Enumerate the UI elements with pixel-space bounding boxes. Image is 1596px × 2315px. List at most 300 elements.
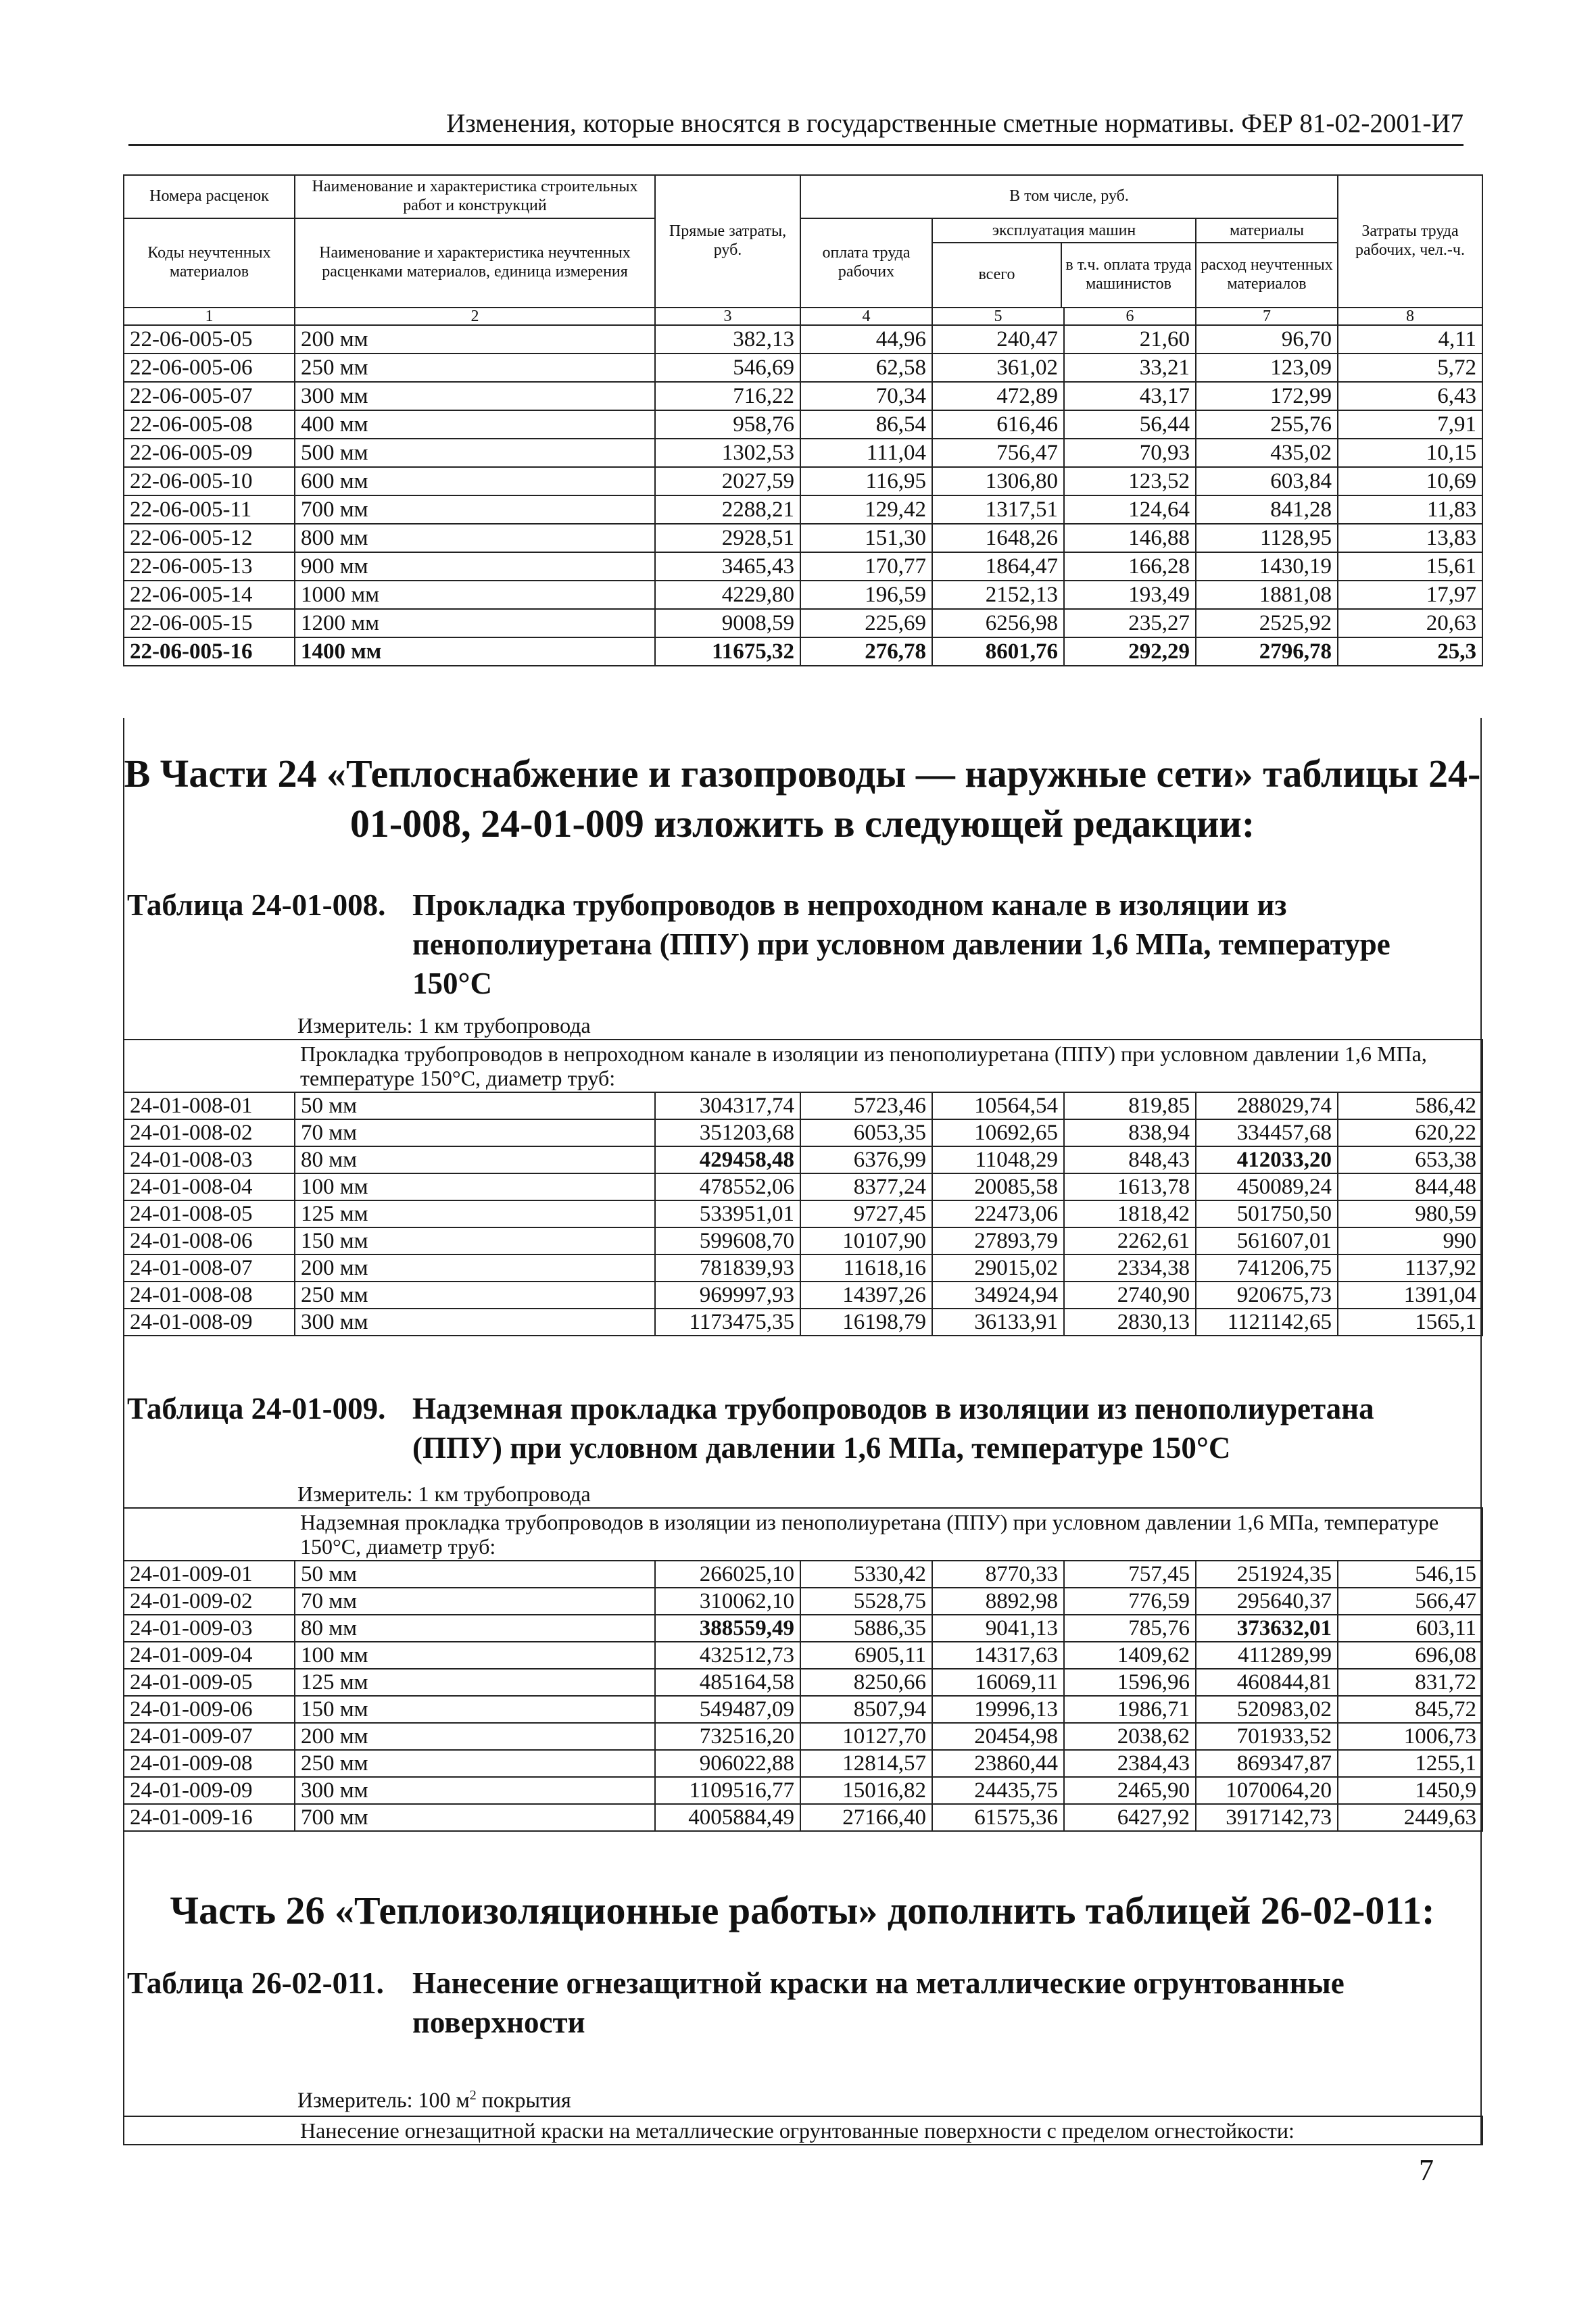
section-24-heading-line2: 01-008, 24-01-009 изложить в следующей редакции: — [349, 802, 1255, 846]
machinist-pay: 123,52 — [1064, 467, 1196, 495]
table-label: Таблица 24-01-008. — [127, 888, 386, 922]
labor-hours: 620,22 — [1338, 1119, 1482, 1146]
machines-total: 616,46 — [932, 410, 1064, 439]
machinist-pay: 146,88 — [1064, 524, 1196, 552]
materials-cost: 435,02 — [1196, 439, 1338, 467]
rate-code: 24-01-009-01 — [124, 1561, 295, 1588]
machines-total: 240,47 — [932, 325, 1064, 354]
direct-costs: 1173475,35 — [655, 1309, 800, 1336]
worker-pay: 129,42 — [800, 495, 932, 524]
table-title: Прокладка трубопроводов в непроходном канале в изоляции из пенополиуретана (ППУ) при условном давлении 1,6 МПа, температуре 150°С — [412, 888, 1391, 1000]
machinist-pay: 1409,62 — [1064, 1642, 1196, 1669]
labor-hours: 4,11 — [1338, 325, 1482, 354]
direct-costs: 1302,53 — [655, 439, 800, 467]
table-24-01-008-caption — [127, 885, 1472, 1007]
machines-total: 1306,80 — [932, 467, 1064, 495]
table-row — [124, 524, 1482, 552]
table-26-02-011-caption — [127, 1964, 1472, 2045]
rate-code: 24-01-008-06 — [124, 1227, 295, 1254]
worker-pay: 225,69 — [800, 609, 932, 637]
table-description: Нанесение огнезащитной краски на металлические огрунтованные поверхности с пределом огнестойкости: — [124, 2116, 1482, 2145]
materials-cost: 255,76 — [1196, 410, 1338, 439]
page-number: 7 — [1419, 2153, 1434, 2187]
materials-cost: 334457,68 — [1196, 1119, 1338, 1146]
machines-total: 36133,91 — [932, 1309, 1064, 1336]
machines-total: 14317,63 — [932, 1642, 1064, 1669]
table-row — [124, 1804, 1482, 1831]
item-name: 150 мм — [295, 1696, 655, 1723]
rates-table-26-02-011 — [123, 2116, 1483, 2145]
materials-cost: 2796,78 — [1196, 637, 1338, 666]
worker-pay: 10107,90 — [800, 1227, 932, 1254]
rate-code: 24-01-008-07 — [124, 1254, 295, 1282]
worker-pay: 16198,79 — [800, 1309, 932, 1336]
header-worker-pay: оплата труда рабочих — [800, 218, 932, 308]
worker-pay: 27166,40 — [800, 1804, 932, 1831]
direct-costs: 382,13 — [655, 325, 800, 354]
worker-pay: 86,54 — [800, 410, 932, 439]
section-26-heading: Часть 26 «Теплоизоляционные работы» дополнить таблицей 26-02-011: — [170, 1888, 1435, 1932]
header-machines: эксплуатация машин — [933, 219, 1195, 243]
direct-costs: 4229,80 — [655, 581, 800, 609]
direct-costs: 969997,93 — [655, 1282, 800, 1309]
direct-costs: 351203,68 — [655, 1119, 800, 1146]
rate-code: 24-01-008-03 — [124, 1146, 295, 1173]
machinist-pay: 235,27 — [1064, 609, 1196, 637]
materials-cost: 603,84 — [1196, 467, 1338, 495]
rate-code: 22-06-005-12 — [124, 524, 295, 552]
labor-hours: 653,38 — [1338, 1146, 1482, 1173]
worker-pay: 11618,16 — [800, 1254, 932, 1282]
table-row — [124, 1200, 1482, 1227]
header-material-codes: Коды неучтенных материалов — [124, 218, 295, 308]
table-row — [124, 609, 1482, 637]
table-row — [124, 1615, 1482, 1642]
rate-code: 22-06-005-13 — [124, 552, 295, 581]
table-title: Нанесение огнезащитной краски на металлические огрунтованные поверхности — [412, 1966, 1345, 2039]
machinist-pay: 1596,96 — [1064, 1669, 1196, 1696]
item-name: 300 мм — [295, 1777, 655, 1804]
table-row — [124, 1723, 1482, 1750]
table-row — [124, 467, 1482, 495]
materials-cost: 3917142,73 — [1196, 1804, 1338, 1831]
labor-hours: 844,48 — [1338, 1173, 1482, 1200]
table-row — [124, 439, 1482, 467]
rate-code: 24-01-009-06 — [124, 1696, 295, 1723]
worker-pay: 6053,35 — [800, 1119, 932, 1146]
item-name: 300 мм — [295, 1309, 655, 1336]
machines-total: 61575,36 — [932, 1804, 1064, 1831]
labor-hours: 1391,04 — [1338, 1282, 1482, 1309]
machinist-pay: 166,28 — [1064, 552, 1196, 581]
direct-costs: 3465,43 — [655, 552, 800, 581]
table-26-02-011-measure — [297, 2082, 571, 2114]
table-row — [124, 1227, 1482, 1254]
materials-cost: 841,28 — [1196, 495, 1338, 524]
worker-pay: 6905,11 — [800, 1642, 932, 1669]
materials-cost: 123,09 — [1196, 354, 1338, 382]
rate-code: 24-01-008-01 — [124, 1092, 295, 1119]
table-row — [124, 1146, 1482, 1173]
labor-hours: 1255,1 — [1338, 1750, 1482, 1777]
materials-cost: 741206,75 — [1196, 1254, 1338, 1282]
table-row — [124, 1642, 1482, 1669]
materials-cost: 373632,01 — [1196, 1615, 1338, 1642]
machines-total: 10692,65 — [932, 1119, 1064, 1146]
direct-costs: 716,22 — [655, 382, 800, 410]
labor-hours: 10,15 — [1338, 439, 1482, 467]
machines-total: 11048,29 — [932, 1146, 1064, 1173]
machinist-pay: 2465,90 — [1064, 1777, 1196, 1804]
worker-pay: 5528,75 — [800, 1588, 932, 1615]
item-name: 50 мм — [295, 1092, 655, 1119]
machinist-pay: 70,93 — [1064, 439, 1196, 467]
direct-costs: 388559,49 — [655, 1615, 800, 1642]
item-name: 700 мм — [295, 495, 655, 524]
rate-code: 22-06-005-10 — [124, 467, 295, 495]
direct-costs: 9008,59 — [655, 609, 800, 637]
worker-pay: 12814,57 — [800, 1750, 932, 1777]
measure-suffix: покрытия — [476, 2087, 571, 2112]
direct-costs: 958,76 — [655, 410, 800, 439]
item-name: 70 мм — [295, 1119, 655, 1146]
direct-costs: 1109516,77 — [655, 1777, 800, 1804]
rates-table-22-06-005 — [123, 174, 1483, 666]
worker-pay: 5886,35 — [800, 1615, 932, 1642]
labor-hours: 1565,1 — [1338, 1309, 1482, 1336]
materials-cost: 1881,08 — [1196, 581, 1338, 609]
machines-total: 20085,58 — [932, 1173, 1064, 1200]
direct-costs: 485164,58 — [655, 1669, 800, 1696]
header-labor-costs: Затраты труда рабочих, чел.-ч. — [1338, 175, 1482, 308]
labor-hours: 20,63 — [1338, 609, 1482, 637]
header-materials: материалы — [1196, 219, 1337, 243]
labor-hours: 17,97 — [1338, 581, 1482, 609]
direct-costs: 304317,74 — [655, 1092, 800, 1119]
labor-hours: 845,72 — [1338, 1696, 1482, 1723]
direct-costs: 533951,01 — [655, 1200, 800, 1227]
machinist-pay: 785,76 — [1064, 1615, 1196, 1642]
rates-table-24-01-008 — [123, 1039, 1483, 1336]
labor-hours: 13,83 — [1338, 524, 1482, 552]
table-row — [124, 1254, 1482, 1282]
item-name: 400 мм — [295, 410, 655, 439]
rate-code: 24-01-008-09 — [124, 1309, 295, 1336]
labor-hours: 831,72 — [1338, 1669, 1482, 1696]
machinist-pay: 292,29 — [1064, 637, 1196, 666]
column-index: 4 — [800, 308, 932, 325]
machines-total: 10564,54 — [932, 1092, 1064, 1119]
column-index: 6 — [1064, 308, 1196, 325]
labor-hours: 15,61 — [1338, 552, 1482, 581]
rate-code: 22-06-005-06 — [124, 354, 295, 382]
column-index: 1 — [124, 308, 295, 325]
machinist-pay: 838,94 — [1064, 1119, 1196, 1146]
worker-pay: 44,96 — [800, 325, 932, 354]
header-work-name: Наименование и характеристика строительных работ и конструкций — [295, 175, 655, 218]
item-name: 1200 мм — [295, 609, 655, 637]
labor-hours: 586,42 — [1338, 1092, 1482, 1119]
direct-costs: 2027,59 — [655, 467, 800, 495]
item-name: 300 мм — [295, 382, 655, 410]
direct-costs: 429458,48 — [655, 1146, 800, 1173]
materials-cost: 501750,50 — [1196, 1200, 1338, 1227]
materials-cost: 450089,24 — [1196, 1173, 1338, 1200]
worker-pay: 15016,82 — [800, 1777, 932, 1804]
table-row — [124, 1561, 1482, 1588]
labor-hours: 2449,63 — [1338, 1804, 1482, 1831]
rate-code: 24-01-008-05 — [124, 1200, 295, 1227]
rate-code: 24-01-008-08 — [124, 1282, 295, 1309]
rate-code: 22-06-005-14 — [124, 581, 295, 609]
item-name: 50 мм — [295, 1561, 655, 1588]
machinist-pay: 2384,43 — [1064, 1750, 1196, 1777]
machines-total: 34924,94 — [932, 1282, 1064, 1309]
worker-pay: 14397,26 — [800, 1282, 932, 1309]
machinist-pay: 56,44 — [1064, 410, 1196, 439]
table-row — [124, 637, 1482, 666]
machinist-pay: 193,49 — [1064, 581, 1196, 609]
table-row — [124, 1173, 1482, 1200]
materials-cost: 520983,02 — [1196, 1696, 1338, 1723]
materials-cost: 2525,92 — [1196, 609, 1338, 637]
header-direct-costs: Прямые затраты, руб. — [655, 175, 800, 308]
labor-hours: 1006,73 — [1338, 1723, 1482, 1750]
machines-total: 9041,13 — [932, 1615, 1064, 1642]
item-name: 150 мм — [295, 1227, 655, 1254]
rate-code: 24-01-009-02 — [124, 1588, 295, 1615]
table-row — [124, 1309, 1482, 1336]
item-name: 200 мм — [295, 1254, 655, 1282]
worker-pay: 276,78 — [800, 637, 932, 666]
machinist-pay: 1818,42 — [1064, 1200, 1196, 1227]
machines-total: 8770,33 — [932, 1561, 1064, 1588]
table-row — [124, 410, 1482, 439]
labor-hours: 546,15 — [1338, 1561, 1482, 1588]
table-row — [124, 354, 1482, 382]
table-row — [124, 1669, 1482, 1696]
machines-total: 472,89 — [932, 382, 1064, 410]
item-name: 125 мм — [295, 1200, 655, 1227]
machines-total: 24435,75 — [932, 1777, 1064, 1804]
header-machinist-pay: в т.ч. оплата труда машинистов — [1065, 256, 1192, 293]
item-name: 80 мм — [295, 1146, 655, 1173]
table-row — [124, 325, 1482, 354]
materials-cost: 920675,73 — [1196, 1282, 1338, 1309]
rate-code: 22-06-005-07 — [124, 382, 295, 410]
table-row — [124, 1588, 1482, 1615]
materials-cost: 1430,19 — [1196, 552, 1338, 581]
machinist-pay: 819,85 — [1064, 1092, 1196, 1119]
machinist-pay: 2334,38 — [1064, 1254, 1196, 1282]
worker-pay: 6376,99 — [800, 1146, 932, 1173]
worker-pay: 116,95 — [800, 467, 932, 495]
direct-costs: 2928,51 — [655, 524, 800, 552]
rate-code: 22-06-005-09 — [124, 439, 295, 467]
column-index-row — [124, 308, 1482, 325]
table-description: Прокладка трубопроводов в непроходном канале в изоляции из пенополиуретана (ППУ) при условном давлении 1,6 МПа, температуре 150°С, диаметр труб: — [124, 1040, 1482, 1092]
labor-hours: 7,91 — [1338, 410, 1482, 439]
labor-hours: 5,72 — [1338, 354, 1482, 382]
table-row — [124, 1696, 1482, 1723]
table-row — [124, 1777, 1482, 1804]
item-name: 600 мм — [295, 467, 655, 495]
item-name: 250 мм — [295, 1282, 655, 1309]
column-index: 3 — [655, 308, 800, 325]
machines-total: 8892,98 — [932, 1588, 1064, 1615]
machinist-pay: 33,21 — [1064, 354, 1196, 382]
item-name: 200 мм — [295, 1723, 655, 1750]
machines-total: 22473,06 — [932, 1200, 1064, 1227]
labor-hours: 980,59 — [1338, 1200, 1482, 1227]
rate-code: 22-06-005-16 — [124, 637, 295, 666]
machines-total: 23860,44 — [932, 1750, 1064, 1777]
item-name: 500 мм — [295, 439, 655, 467]
worker-pay: 8507,94 — [800, 1696, 932, 1723]
worker-pay: 170,77 — [800, 552, 932, 581]
labor-hours: 1450,9 — [1338, 1777, 1482, 1804]
labor-hours: 10,69 — [1338, 467, 1482, 495]
table-label: Таблица 26-02-011. — [127, 1966, 384, 2000]
direct-costs: 478552,06 — [655, 1173, 800, 1200]
table-24-01-008-measure: Измеритель: 1 км трубопровода — [297, 1013, 591, 1038]
machines-total: 8601,76 — [932, 637, 1064, 666]
column-index: 8 — [1338, 308, 1482, 325]
table-24-01-009-caption — [127, 1389, 1472, 1470]
column-index: 5 — [932, 308, 1064, 325]
materials-cost: 295640,37 — [1196, 1588, 1338, 1615]
measure-sup: 2 — [469, 2088, 477, 2103]
direct-costs: 2288,21 — [655, 495, 800, 524]
machines-total: 2152,13 — [932, 581, 1064, 609]
item-name: 100 мм — [295, 1642, 655, 1669]
machines-total: 1648,26 — [932, 524, 1064, 552]
direct-costs: 11675,32 — [655, 637, 800, 666]
rate-code: 24-01-009-05 — [124, 1669, 295, 1696]
machines-total: 29015,02 — [932, 1254, 1064, 1282]
header-material-name: Наименование и характеристика неучтенных расценками материалов, единица измерения — [295, 218, 655, 308]
machines-total: 1864,47 — [932, 552, 1064, 581]
worker-pay: 10127,70 — [800, 1723, 932, 1750]
labor-hours: 603,11 — [1338, 1615, 1482, 1642]
item-name: 250 мм — [295, 354, 655, 382]
rate-code: 24-01-009-08 — [124, 1750, 295, 1777]
direct-costs: 310062,10 — [655, 1588, 800, 1615]
machinist-pay: 6427,92 — [1064, 1804, 1196, 1831]
rate-code: 22-06-005-15 — [124, 609, 295, 637]
machinist-pay: 2038,62 — [1064, 1723, 1196, 1750]
item-name: 1000 мм — [295, 581, 655, 609]
rates-table-24-01-009 — [123, 1507, 1483, 1832]
table-24-01-009-measure: Измеритель: 1 км трубопровода — [297, 1482, 591, 1506]
direct-costs: 906022,88 — [655, 1750, 800, 1777]
item-name: 1400 мм — [295, 637, 655, 666]
worker-pay: 8377,24 — [800, 1173, 932, 1200]
direct-costs: 4005884,49 — [655, 1804, 800, 1831]
worker-pay: 196,59 — [800, 581, 932, 609]
table-row — [124, 1119, 1482, 1146]
section-24-heading-line1: В Части 24 «Теплоснабжение и газопроводы — наружные сети» таблицы 24- — [124, 752, 1481, 796]
table-row — [124, 1092, 1482, 1119]
materials-cost: 869347,87 — [1196, 1750, 1338, 1777]
rate-code: 24-01-008-04 — [124, 1173, 295, 1200]
materials-cost: 96,70 — [1196, 325, 1338, 354]
machinist-pay: 1613,78 — [1064, 1173, 1196, 1200]
direct-costs: 732516,20 — [655, 1723, 800, 1750]
machines-total: 27893,79 — [932, 1227, 1064, 1254]
table-label: Таблица 24-01-009. — [127, 1392, 386, 1425]
direct-costs: 781839,93 — [655, 1254, 800, 1282]
worker-pay: 8250,66 — [800, 1669, 932, 1696]
item-name: 125 мм — [295, 1669, 655, 1696]
machines-total: 756,47 — [932, 439, 1064, 467]
materials-cost: 412033,20 — [1196, 1146, 1338, 1173]
materials-cost: 561607,01 — [1196, 1227, 1338, 1254]
machinist-pay: 43,17 — [1064, 382, 1196, 410]
worker-pay: 5330,42 — [800, 1561, 932, 1588]
header-unaccounted-materials: расход неучтенных материалов — [1201, 256, 1333, 293]
machinist-pay: 124,64 — [1064, 495, 1196, 524]
labor-hours: 25,3 — [1338, 637, 1482, 666]
direct-costs: 546,69 — [655, 354, 800, 382]
materials-cost: 1121142,65 — [1196, 1309, 1338, 1336]
item-name: 70 мм — [295, 1588, 655, 1615]
direct-costs: 266025,10 — [655, 1561, 800, 1588]
machines-total: 6256,98 — [932, 609, 1064, 637]
rate-code: 22-06-005-11 — [124, 495, 295, 524]
machinist-pay: 2740,90 — [1064, 1282, 1196, 1309]
labor-hours: 696,08 — [1338, 1642, 1482, 1669]
rate-code: 24-01-009-03 — [124, 1615, 295, 1642]
machinist-pay: 21,60 — [1064, 325, 1196, 354]
worker-pay: 9727,45 — [800, 1200, 932, 1227]
labor-hours: 566,47 — [1338, 1588, 1482, 1615]
table-row — [124, 581, 1482, 609]
item-name: 900 мм — [295, 552, 655, 581]
materials-cost: 460844,81 — [1196, 1669, 1338, 1696]
materials-cost: 701933,52 — [1196, 1723, 1338, 1750]
item-name: 80 мм — [295, 1615, 655, 1642]
header-rate-numbers: Номера расценок — [124, 175, 295, 218]
materials-cost: 251924,35 — [1196, 1561, 1338, 1588]
materials-cost: 172,99 — [1196, 382, 1338, 410]
rate-code: 24-01-008-02 — [124, 1119, 295, 1146]
worker-pay: 62,58 — [800, 354, 932, 382]
machinist-pay: 2830,13 — [1064, 1309, 1196, 1336]
page-header: Изменения, которые вносятся в государственные сметные нормативы. ФЕР 81-02-2001-И7 — [128, 108, 1464, 146]
worker-pay: 5723,46 — [800, 1092, 932, 1119]
machines-total: 20454,98 — [932, 1723, 1064, 1750]
table-row — [124, 382, 1482, 410]
direct-costs: 549487,09 — [655, 1696, 800, 1723]
column-index: 2 — [295, 308, 655, 325]
header-including-group: В том числе, руб. — [800, 175, 1338, 218]
rate-code: 22-06-005-05 — [124, 325, 295, 354]
item-name: 100 мм — [295, 1173, 655, 1200]
rate-code: 24-01-009-04 — [124, 1642, 295, 1669]
labor-hours: 6,43 — [1338, 382, 1482, 410]
rate-code: 22-06-005-08 — [124, 410, 295, 439]
rate-code: 24-01-009-16 — [124, 1804, 295, 1831]
header-machines-total: всего — [933, 243, 1062, 307]
item-name: 250 мм — [295, 1750, 655, 1777]
item-name: 800 мм — [295, 524, 655, 552]
column-index: 7 — [1196, 308, 1338, 325]
materials-cost: 288029,74 — [1196, 1092, 1338, 1119]
labor-hours: 990 — [1338, 1227, 1482, 1254]
machinist-pay: 2262,61 — [1064, 1227, 1196, 1254]
worker-pay: 70,34 — [800, 382, 932, 410]
